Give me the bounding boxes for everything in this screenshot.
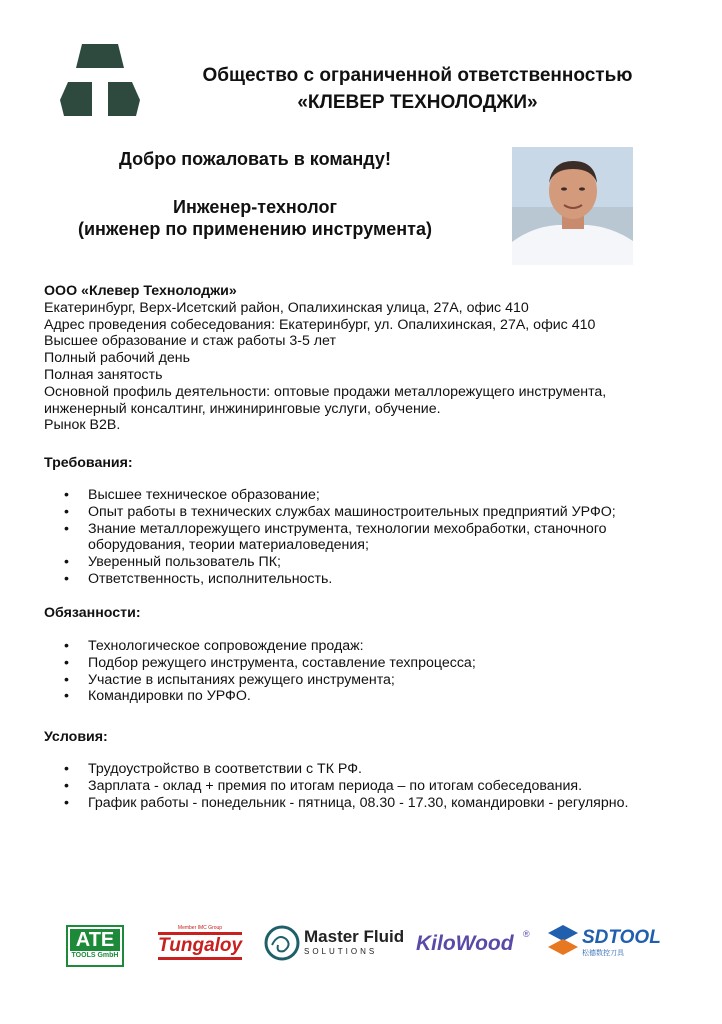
list-item: • Высшее техническое образование; [44, 487, 684, 504]
list-item: • Участие в испытаниях режущего инструмента; [44, 672, 684, 689]
list-item: • Зарплата - оклад + премия по итогам периода – по итогам собеседования. [44, 778, 684, 795]
logo-right-block [108, 82, 140, 116]
photo-right-eye [579, 187, 585, 190]
tungaloy-logo [158, 925, 242, 969]
list-item: • Трудоустройство в соответствии с ТК РФ. [44, 761, 684, 778]
conditions-title: Условия: [44, 729, 108, 745]
info-company: ООО «Клевер Технолоджи» [44, 283, 237, 299]
requirements-title: Требования: [44, 455, 133, 471]
requirements-list [44, 487, 684, 588]
ate-logo [66, 925, 124, 967]
info-workday: Полный рабочий день [44, 350, 191, 367]
list-item: • Уверенный пользователь ПК; [44, 554, 684, 571]
info-employment: Полная занятость [44, 366, 163, 383]
master-fluid-logo-subtext: SOLUTIONS [304, 947, 378, 956]
info-profile-line1: Основной профиль деятельности: оптовые продажи металлорежущего инструмента, [44, 383, 607, 400]
sdtool-emblem [548, 925, 578, 955]
list-item-continuation: оборудования, теории материаловедения; [88, 537, 369, 554]
company-legal-form: Общество с ограниченной ответственностью [202, 65, 633, 86]
info-interview-address: Адрес проведения собеседования: Екатеринбург, ул. Опалихинская, 27А, офис 410 [44, 316, 596, 333]
sdtool-logo-subtext: 松德数控刀具 [582, 950, 624, 957]
info-market: Рынок B2B. [44, 417, 121, 434]
photo-left-eye [561, 187, 567, 190]
sdtool-logo [582, 927, 672, 959]
ate-logo-subtext: TOOLS GmbH [71, 952, 119, 959]
master-fluid-emblem [264, 925, 300, 961]
list-item: • Знание металлорежущего инструмента, технологии мехобработки, станочного [44, 521, 684, 538]
welcome-heading: Добро пожаловать в команду! [119, 149, 391, 169]
list-item: • Технологическое сопровождение продаж: [44, 638, 684, 655]
partner-logos [0, 915, 722, 975]
job-info [44, 283, 684, 434]
info-profile-line2: инженерный консалтинг, инжиниринговые услуги, обучение. [44, 400, 441, 417]
list-item: • Опыт работы в технических службах машиностроительных предприятий УРФО; [44, 504, 684, 521]
ate-logo-text: ATE [70, 929, 120, 951]
master-fluid-logo-text: Master Fluid [304, 927, 405, 946]
logo-left-block [60, 82, 92, 116]
company-logo [60, 44, 140, 118]
logo-top-triangle [76, 44, 124, 68]
position-title: Инженер-технолог [173, 197, 337, 217]
sdtool-logo-text: SDTOOL [582, 927, 661, 948]
position-heading [40, 196, 470, 240]
kilowood-logo: KiloWood [416, 932, 514, 955]
master-fluid-logo [304, 927, 404, 957]
tungaloy-logo-text: Tungaloy [158, 932, 242, 960]
master-fluid-emblem-ring [266, 927, 298, 959]
sdtool-emblem-bottom [548, 939, 578, 955]
info-address: Екатеринбург, Верх-Исетский район, Опалихинская улица, 27А, офис 410 [44, 299, 529, 316]
duties-title: Обязанности: [44, 605, 141, 621]
position-subtitle: (инженер по применению инструмента) [78, 219, 432, 239]
info-education: Высшее образование и стаж работы 3-5 лет [44, 333, 336, 350]
registered-mark: ® [523, 929, 530, 939]
contact-photo [512, 147, 633, 265]
company-header [150, 62, 685, 116]
list-item: • График работы - понедельник - пятница, 08.30 - 17.30, командировки - регулярно. [44, 795, 684, 812]
sdtool-emblem-top [548, 925, 578, 941]
duties-list [44, 638, 684, 705]
list-item: • Ответственность, исполнительность. [44, 571, 684, 588]
conditions-list [44, 761, 684, 811]
company-name: «КЛЕВЕР ТЕХНОЛОДЖИ» [297, 92, 538, 113]
list-item: • Подбор режущего инструмента, составление техпроцесса; [44, 655, 684, 672]
tungaloy-logo-subtext: Member IMC Group [177, 925, 223, 931]
list-item: • Командировки по УРФО. [44, 688, 684, 705]
master-fluid-emblem-swirl [272, 937, 289, 951]
